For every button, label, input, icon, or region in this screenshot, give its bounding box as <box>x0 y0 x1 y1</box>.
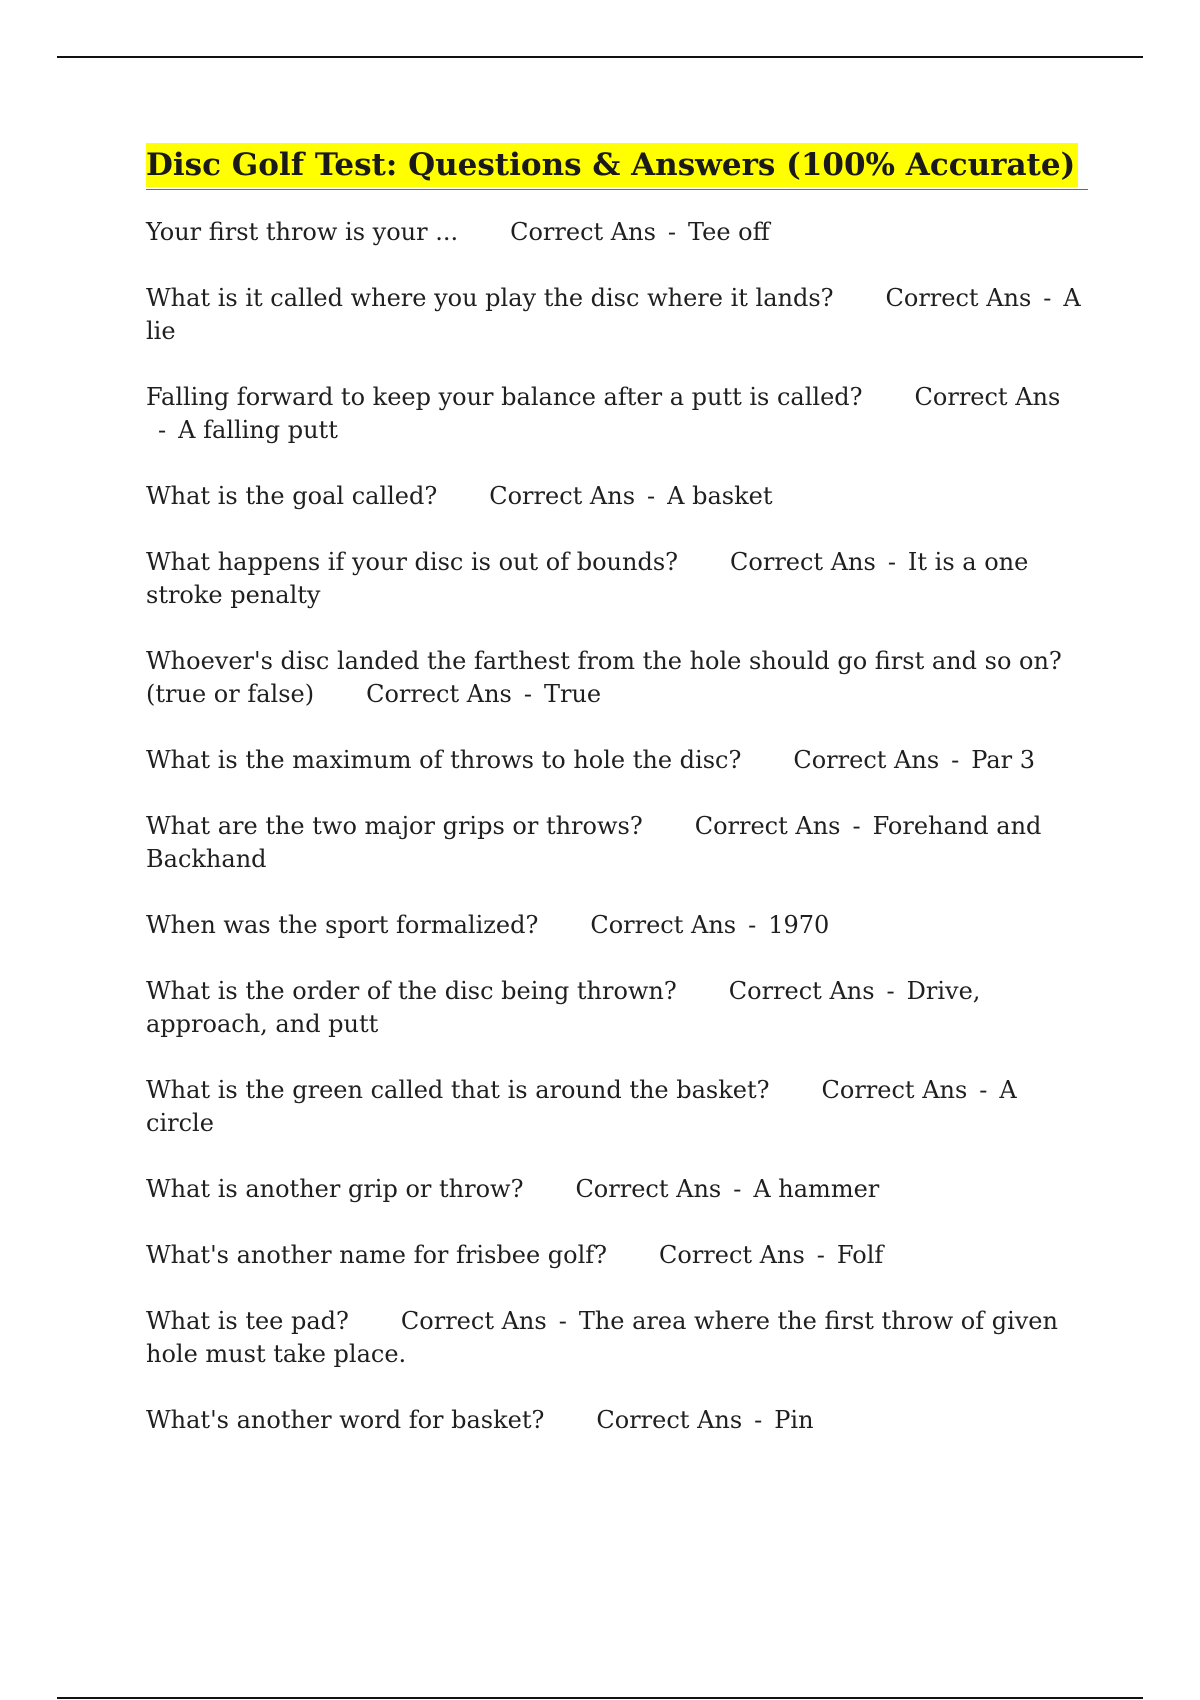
answer-prefix: Correct Ans <box>885 284 1032 312</box>
question-text: Falling forward to keep your balance after a putt is called? <box>146 383 863 411</box>
answer-prefix: Correct Ans <box>489 482 636 510</box>
answer-text: Drive, approach, and putt <box>146 977 981 1038</box>
answer-separator: - <box>852 812 861 840</box>
answer-prefix: Correct Ans <box>575 1175 722 1203</box>
question-text: What is the goal called? <box>146 482 438 510</box>
qa-item <box>146 216 1088 249</box>
answer-text: A lie <box>146 284 1081 345</box>
answer-separator: - <box>887 548 896 576</box>
answer-text: Pin <box>774 1406 814 1434</box>
question-text: What is tee pad? <box>146 1307 349 1335</box>
footer-rule <box>57 1697 1143 1699</box>
answer-prefix: Correct Ans <box>730 548 876 576</box>
answer-text: 1970 <box>768 911 830 939</box>
qa-item <box>146 546 1088 612</box>
answer-text: Forehand and Backhand <box>146 812 1042 873</box>
answer-separator: - <box>647 482 656 510</box>
answer-prefix: Correct Ans <box>366 680 512 708</box>
answer-separator: - <box>733 1175 742 1203</box>
question-text: What is the green called that is around the basket? <box>146 1076 770 1104</box>
question-text: What are the two major grips or throws? <box>146 812 643 840</box>
answer-prefix: Correct Ans <box>596 1406 743 1434</box>
question-text: What is the maximum of throws to hole the disc? <box>146 746 742 774</box>
qa-item <box>146 810 1088 876</box>
qa-item <box>146 381 1088 447</box>
answer-prefix: Correct Ans <box>510 218 656 246</box>
answer-separator: - <box>951 746 960 774</box>
title-block <box>146 143 1088 190</box>
answer-prefix: Correct Ans <box>590 911 737 939</box>
answer-text: It is a one stroke penalty <box>146 548 1029 609</box>
question-text: What is the order of the disc being thrown? <box>146 977 677 1005</box>
question-text: Whoever's disc landed the farthest from the hole should go first and so on? (true or false) <box>146 647 1062 708</box>
answer-prefix: Correct Ans <box>400 1307 547 1335</box>
answer-prefix: Correct Ans <box>728 977 875 1005</box>
qa-item <box>146 1173 1088 1206</box>
header-rule <box>57 56 1143 58</box>
qa-item <box>146 975 1088 1041</box>
answer-separator: - <box>558 1307 567 1335</box>
answer-separator: - <box>886 977 895 1005</box>
qa-item <box>146 645 1088 711</box>
answer-separator: - <box>523 680 532 708</box>
answer-prefix: Correct Ans <box>694 812 841 840</box>
question-text: What's another name for frisbee golf? <box>146 1241 608 1269</box>
answer-text: A basket <box>667 482 773 510</box>
qa-item <box>146 1305 1088 1371</box>
answer-prefix: Correct Ans <box>659 1241 805 1269</box>
answer-separator: - <box>979 1076 988 1104</box>
answer-prefix: Correct Ans <box>914 383 1061 411</box>
answer-text: A circle <box>146 1076 1017 1137</box>
qa-item <box>146 1404 1088 1437</box>
answer-text: True <box>543 680 602 708</box>
answer-separator: - <box>158 416 167 444</box>
answer-text: Par 3 <box>971 746 1035 774</box>
qa-item <box>146 1239 1088 1272</box>
qa-item <box>146 909 1088 942</box>
answer-prefix: Correct Ans <box>821 1076 968 1104</box>
question-text: What is another grip or throw? <box>146 1175 524 1203</box>
qa-item <box>146 744 1088 777</box>
qa-item <box>146 480 1088 513</box>
qa-item <box>146 1074 1088 1140</box>
answer-separator: - <box>754 1406 763 1434</box>
question-text: What is it called where you play the disc where it lands? <box>146 284 834 312</box>
answer-prefix: Correct Ans <box>793 746 940 774</box>
answer-separator: - <box>748 911 757 939</box>
answer-text: Folf <box>836 1241 884 1269</box>
question-text: What's another word for basket? <box>146 1406 545 1434</box>
answer-separator: - <box>667 218 676 246</box>
qa-list <box>146 216 1088 1437</box>
document-body <box>146 143 1088 1470</box>
answer-text: A hammer <box>753 1175 880 1203</box>
question-text: Your first throw is your ... <box>146 218 459 246</box>
answer-text: A falling putt <box>178 416 338 444</box>
answer-text: The area where the first throw of given hole must take place. <box>146 1307 1058 1368</box>
qa-item <box>146 282 1088 348</box>
question-text: When was the sport formalized? <box>146 911 539 939</box>
page-title: Disc Golf Test: Questions & Answers (100% Accurate) <box>146 143 1078 187</box>
answer-text: Tee off <box>688 218 770 246</box>
answer-separator: - <box>1043 284 1052 312</box>
question-text: What happens if your disc is out of bounds? <box>146 548 679 576</box>
answer-separator: - <box>816 1241 825 1269</box>
